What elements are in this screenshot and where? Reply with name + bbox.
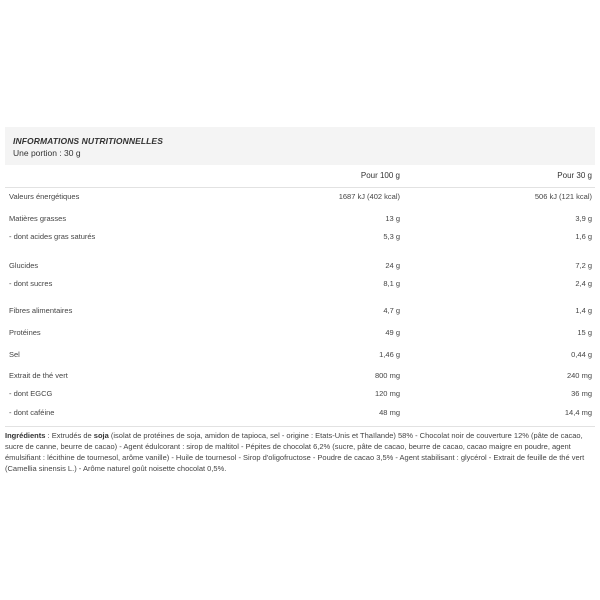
value-per100: 1687 kJ (402 kcal) <box>338 192 400 201</box>
nutrition-title: INFORMATIONS NUTRITIONNELLES <box>13 136 163 146</box>
nutrient-label: Sel <box>9 350 20 359</box>
value-per100: 1,46 g <box>379 350 400 359</box>
value-per100: 800 mg <box>374 371 400 380</box>
value-per30: 506 kJ (121 kcal) <box>534 192 592 201</box>
nutrient-label: Protéines <box>9 328 41 337</box>
value-per100: 120 mg <box>374 389 400 398</box>
ingredients-soja: soja <box>93 431 109 440</box>
ingredients-text <box>5 430 588 474</box>
ingredients-part1: : Extrudés de <box>45 431 94 440</box>
column-header-per30: Pour 30 g <box>557 171 592 180</box>
nutrient-label: - dont sucres <box>9 279 53 288</box>
nutrient-label: Valeurs énergétiques <box>9 192 80 201</box>
nutrient-label: Fibres alimentaires <box>9 306 73 315</box>
ingredients-label: Ingrédients <box>5 431 46 440</box>
value-per30: 1,6 g <box>575 232 592 241</box>
nutrition-table <box>5 0 595 600</box>
value-per30: 3,9 g <box>575 214 592 223</box>
value-per30: 14,4 mg <box>564 408 592 417</box>
value-per30: 2,4 g <box>575 279 592 288</box>
nutrient-label: Matières grasses <box>9 214 67 223</box>
nutrient-label: Extrait de thé vert <box>9 371 68 380</box>
value-per100: 5,3 g <box>383 232 400 241</box>
value-per100: 8,1 g <box>383 279 400 288</box>
value-per30: 7,2 g <box>575 261 592 270</box>
table-bottom-divider <box>5 426 595 427</box>
column-header-per100: Pour 100 g <box>360 171 400 180</box>
value-per100: 49 g <box>385 328 400 337</box>
value-per100: 48 mg <box>379 408 400 417</box>
nutrient-label: - dont acides gras saturés <box>9 232 96 241</box>
value-per100: 24 g <box>385 261 400 270</box>
value-per30: 36 mg <box>571 389 592 398</box>
value-per30: 0,44 g <box>571 350 592 359</box>
nutrient-label: Glucides <box>9 261 39 270</box>
value-per30: 240 mg <box>566 371 592 380</box>
value-per100: 4,7 g <box>383 306 400 315</box>
nutrient-label: - dont EGCG <box>9 389 53 398</box>
value-per30: 15 g <box>577 328 592 337</box>
nutrient-label: - dont caféine <box>9 408 55 417</box>
value-per100: 13 g <box>385 214 400 223</box>
ingredients-part2: (isolat de protéines de soja, amidon de tapioca, sel - origine : Etats-Unis et Thaïlande) 58% - Chocolat noir de couverture 12% (pâte de cacao, sucre de canne, beurre de cacao) - Agent édulcorant : sirop de maltitol - Pépites de chocolat 6,2% (sucre, pâte de cacao, beurre de cacao, cacao maigre en poudre, agent émulsifiant : lécithine de tournesol, arôme vanille) - Huile de tournesol - Sirop d'oligofructose - Poudre de cacao 3,5% - Agent stabilisant : glycérol - Extrait de feuille de thé vert (Camellia sinensis L.) - Arôme naturel goût noisette chocolat 0,5%. <box>5 431 585 473</box>
portion-size: Une portion : 30 g <box>13 148 81 158</box>
value-per30: 1,4 g <box>575 306 592 315</box>
